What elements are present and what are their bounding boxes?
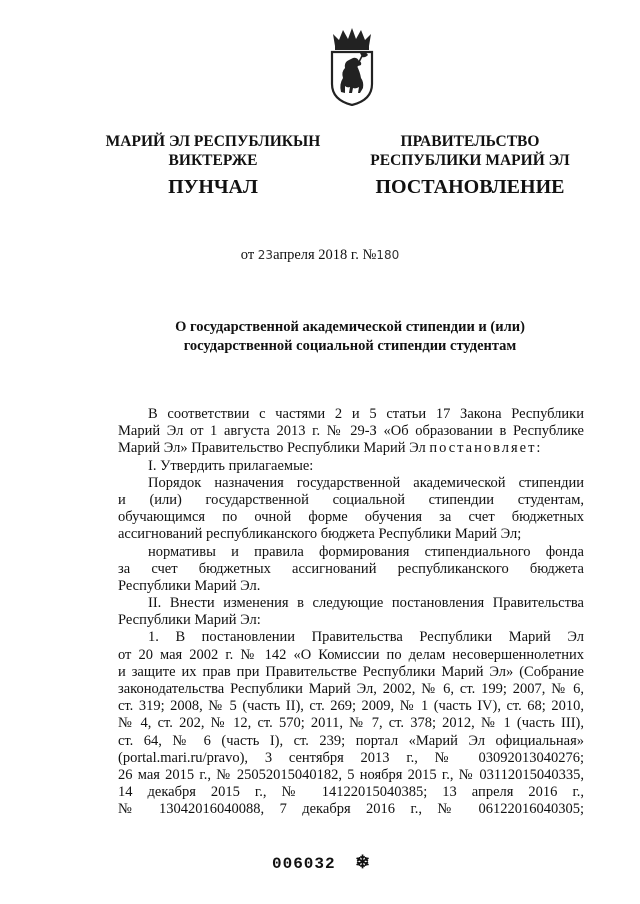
date-line: [0, 247, 640, 264]
coat-of-arms-icon: [329, 26, 375, 106]
document-type-right: ПОСТАНОВЛЕНИЕ: [375, 176, 565, 198]
header-left-line2: ВИКТЕРЖЕ: [168, 152, 258, 169]
header-right-line1: ПРАВИТЕЛЬСТВО: [400, 133, 540, 150]
body-line: 26 мая 2015 г., № 25052015040182, 5 ноября 2015 г., № 03112015040335,: [118, 766, 584, 783]
header-left-name: [90, 132, 336, 170]
header-right-name: [352, 132, 588, 170]
date-prefix: от: [240, 247, 255, 263]
body-line: Республики Марий Эл:: [118, 612, 261, 629]
date-middle: апреля 2018 г. №: [273, 247, 377, 263]
body-line: и защите их прав при Правительстве Республики Марий Эл» (Собрание: [118, 663, 584, 680]
body-line: нормативы и правила формирования стипендиального фонда: [148, 543, 584, 560]
body-line: II. Внести изменения в следующие постановления Правительства: [148, 595, 584, 612]
form-serial-number: 006032: [272, 855, 336, 873]
header-left-line1: МАРИЙ ЭЛ РЕСПУБЛИКЫН: [105, 133, 321, 150]
body-line: законодательства Республики Марий Эл, 2002, № 6, ст. 199; 2007, № 6,: [118, 681, 584, 697]
body-line: Марий Эл от 1 августа 2013 г. № 29-З «Об образовании в Республике: [118, 423, 584, 440]
body-line: (portal.mari.ru/pravo), 3 сентября 2013 г., № 03092013040276;: [118, 749, 584, 766]
snowflake-icon: ❄: [355, 852, 371, 872]
body-line: и (или) государственной социальной стипендии студентам,: [118, 491, 584, 508]
body-line: ассигнований республиканского бюджета Республики Марий Эл;: [118, 526, 522, 543]
body-line-text: Марий Эл» Правительство Республики Марий Эл: [118, 440, 426, 457]
body-line: ст. 64, № 6 (часть I), ст. 239; портал «Марий Эл официальная»: [118, 732, 584, 749]
document-title: [100, 318, 600, 356]
body-line: № 4, ст. 202, № 12, ст. 570; 2011, № 7, ст. 378; 2012, № 1 (часть III),: [118, 715, 584, 732]
body-line: Порядок назначения государственной академической стипендии: [148, 474, 584, 491]
title-line2: государственной социальной стипендии студентам: [183, 338, 517, 354]
body-line-spaced: постановляет:: [429, 440, 543, 457]
body-line: Республики Марий Эл.: [118, 577, 261, 594]
body-line: от 20 мая 2002 г. № 142 «О Комиссии по делам несовершеннолетних: [118, 646, 584, 663]
document-number: 180: [376, 248, 400, 262]
document-type-left: ПУНЧАЛ: [168, 176, 258, 198]
body-line: В соответствии с частями 2 и 5 статьи 17 Закона Республики: [148, 406, 584, 422]
body-line: [118, 440, 584, 457]
document-body: [118, 406, 584, 819]
body-line: обучающимся по очной форме обучения за счет бюджетных: [118, 509, 584, 526]
body-line: ст. 319; 2008, № 5 (часть II), ст. 269; 2009, № 1 (часть IV), ст. 68; 2010,: [118, 698, 584, 715]
body-line: 14 декабря 2015 г., № 14122015040385; 13 апреля 2016 г.,: [118, 784, 584, 801]
body-line: № 13042016040088, 7 декабря 2016 г., № 06122016040305;: [118, 801, 584, 818]
header-right-line2: РЕСПУБЛИКИ МАРИЙ ЭЛ: [370, 152, 570, 169]
body-line: 1. В постановлении Правительства Республики Марий Эл: [148, 629, 584, 646]
body-line: за счет бюджетных ассигнований республиканского бюджета: [118, 560, 584, 577]
title-line1: О государственной академической стипендии и (или): [175, 319, 525, 335]
body-line: I. Утвердить прилагаемые:: [148, 457, 314, 474]
date-day: 23: [257, 248, 274, 262]
